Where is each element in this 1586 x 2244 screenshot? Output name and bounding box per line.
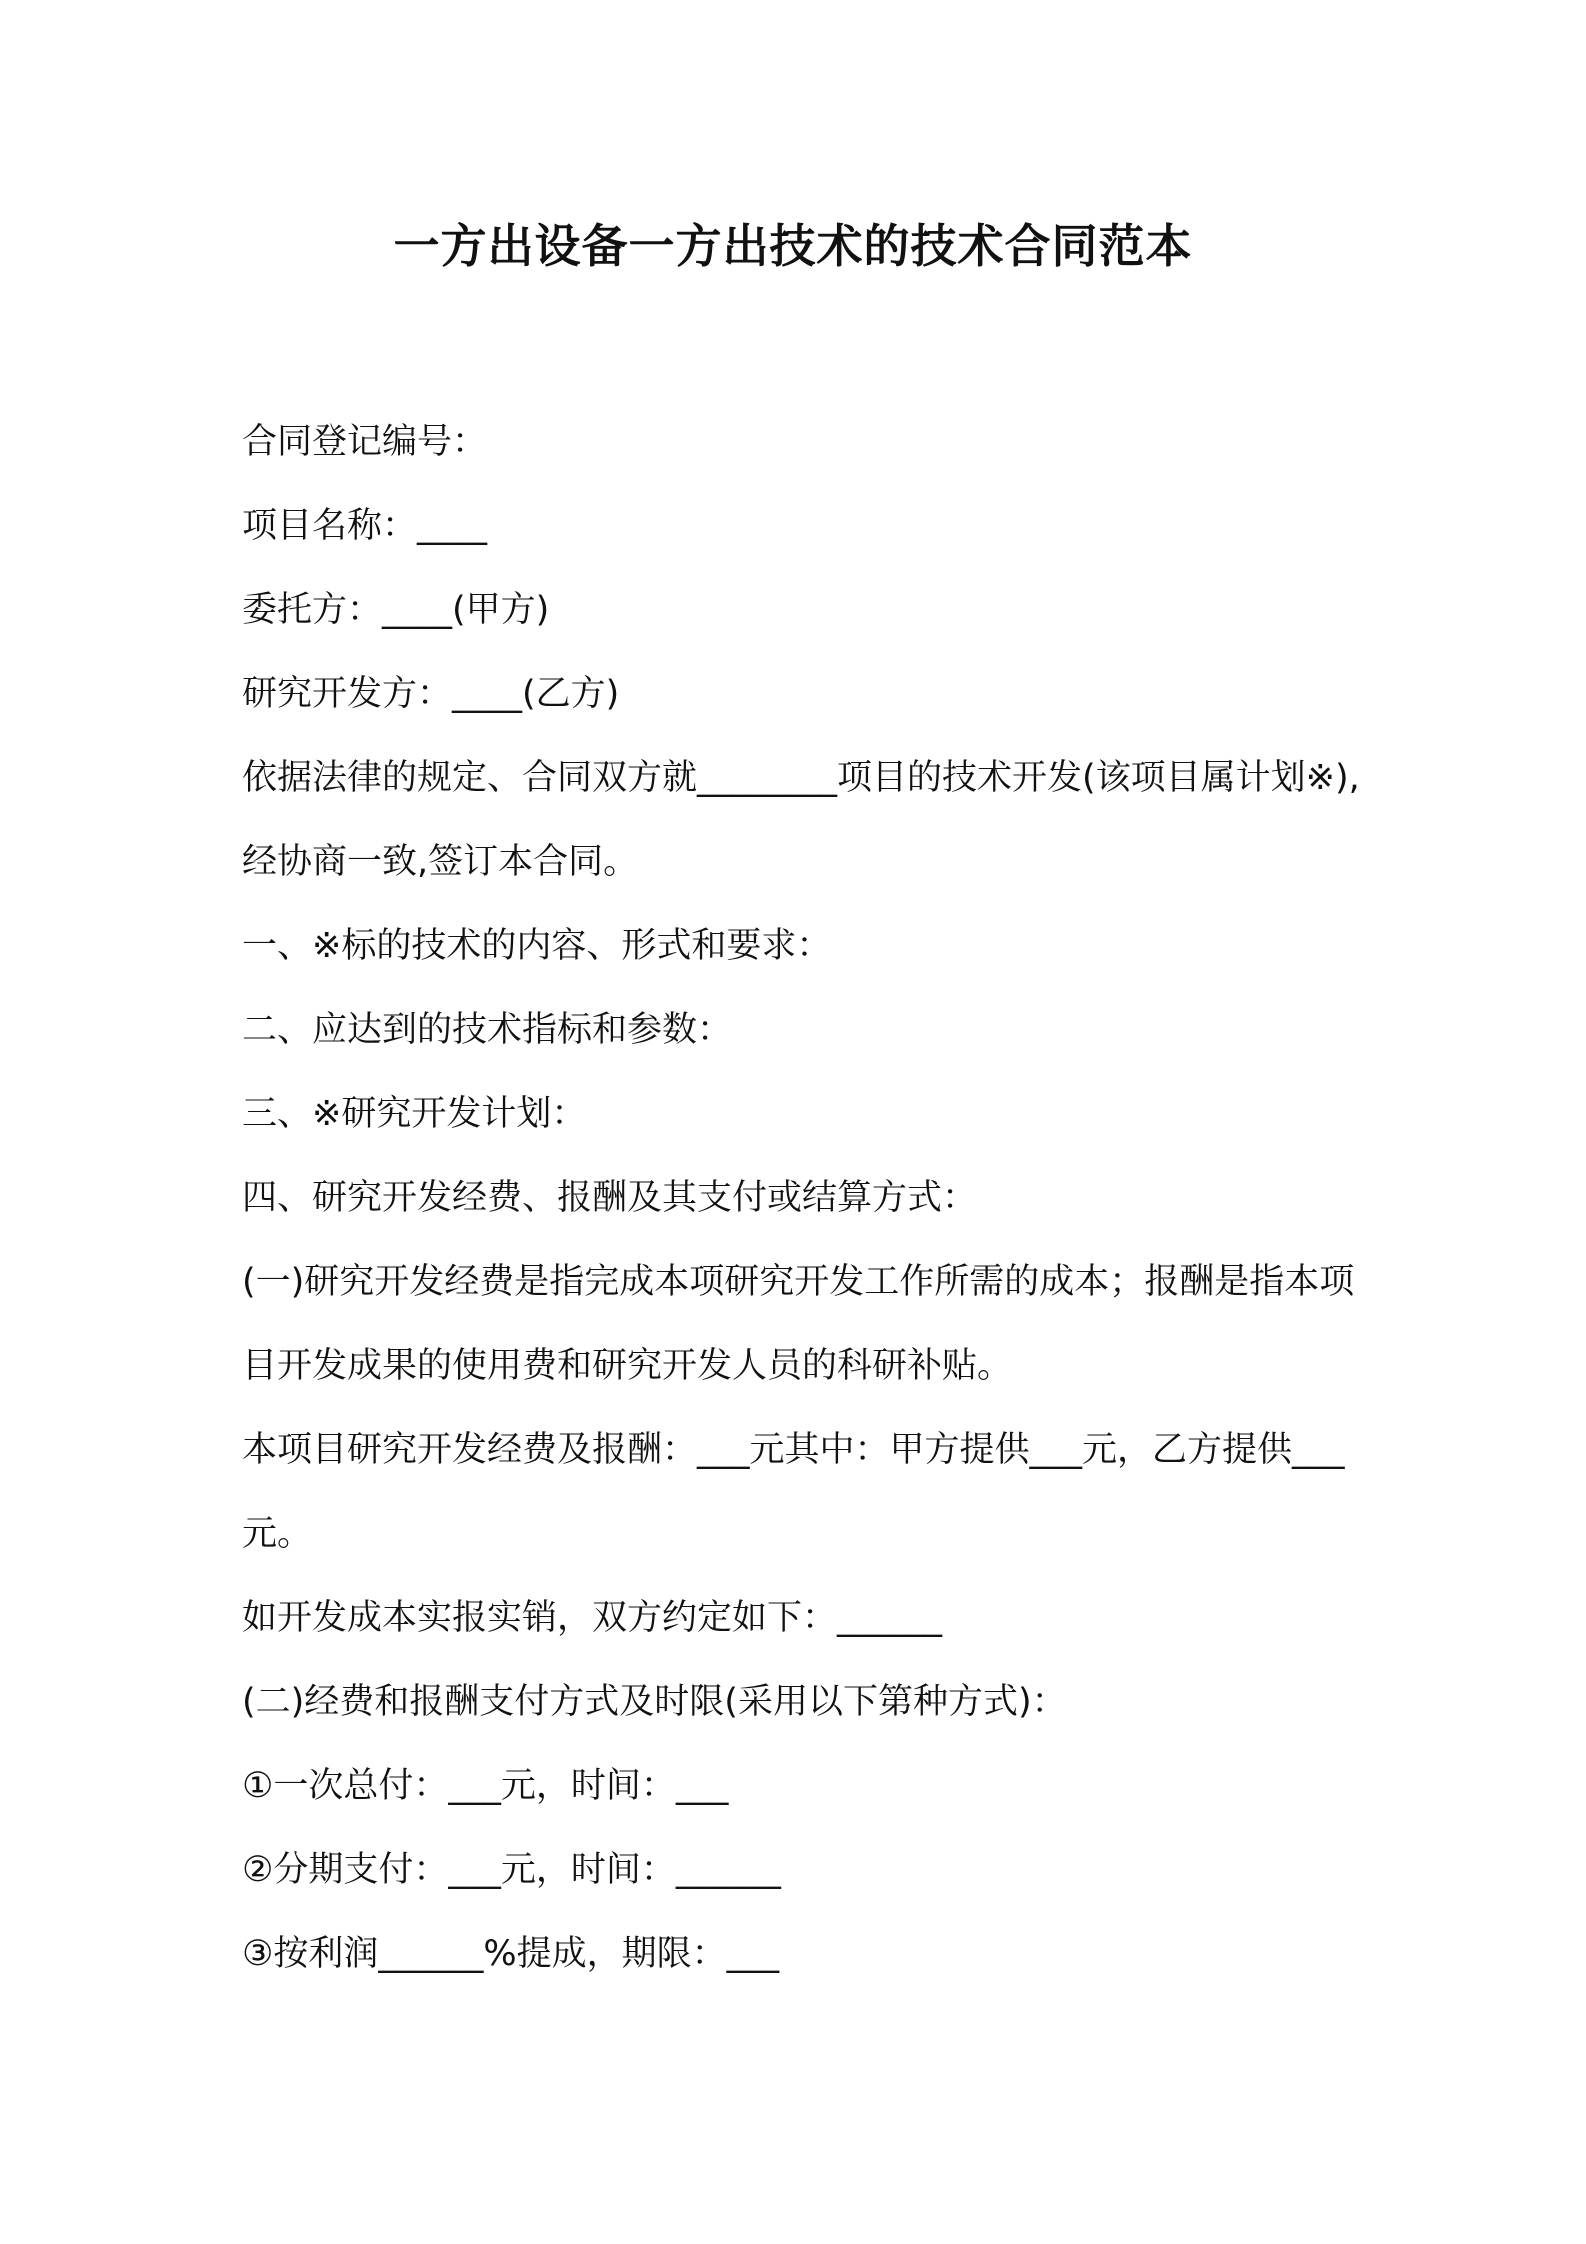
payment-option-profit-share: ③按利润______%提成，期限：___ bbox=[242, 1934, 780, 1974]
paragraph-payment-method: (二)经费和报酬支付方式及时限(采用以下第种方式)： bbox=[242, 1682, 1067, 1722]
document-body bbox=[242, 400, 1362, 1996]
paragraph-developer: 研究开发方：____(乙方) bbox=[242, 674, 620, 714]
payment-option-lump-sum: ①一次总付：___元，时间：___ bbox=[242, 1766, 729, 1806]
section-1-heading: 一、※标的技术的内容、形式和要求： bbox=[242, 926, 832, 966]
paragraph-preamble: 依据法律的规定、合同双方就________项目的技术开发(该项目属计划※),经协商一致,签订本合同。 bbox=[242, 758, 1360, 882]
paragraph-client: 委托方：____(甲方) bbox=[242, 590, 550, 630]
document-title: 一方出设备一方出技术的技术合同范本 bbox=[393, 219, 1193, 273]
paragraph-funding-amount: 本项目研究开发经费及报酬：___元其中：甲方提供___元，乙方提供___元。 bbox=[242, 1430, 1345, 1554]
paragraph-registration-number: 合同登记编号： bbox=[242, 422, 488, 462]
section-4-heading: 四、研究开发经费、报酬及其支付或结算方式： bbox=[242, 1178, 978, 1218]
paragraph-funding-definition: (一)研究开发经费是指完成本项研究开发工作所需的成本；报酬是指本项目开发成果的使用费和研究开发人员的科研补贴。 bbox=[242, 1262, 1355, 1386]
section-3-heading: 三、※研究开发计划： bbox=[242, 1094, 587, 1134]
section-2-heading: 二、应达到的技术指标和参数： bbox=[242, 1010, 733, 1050]
paragraph-cost-reimbursement: 如开发成本实报实销，双方约定如下：______ bbox=[242, 1598, 943, 1638]
paragraph-project-name: 项目名称：____ bbox=[242, 506, 488, 546]
payment-option-installment: ②分期支付：___元，时间：______ bbox=[242, 1850, 781, 1890]
